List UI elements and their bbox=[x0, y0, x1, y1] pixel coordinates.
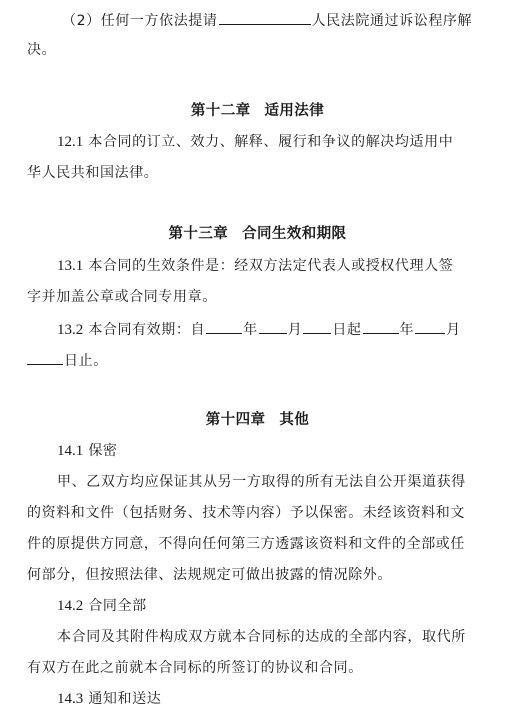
chapter-12-title: 适用法律 bbox=[264, 103, 325, 119]
court-name-blank bbox=[219, 9, 311, 25]
clause-14-1-line-4: 何部分，但按照法律、法规规定可做出披露的情况除外。 bbox=[27, 567, 392, 583]
clause-13-1-number: 13.1 bbox=[57, 258, 84, 274]
end-year-label: 年 bbox=[399, 322, 415, 338]
clause-14-3-title: 通知和送达 bbox=[88, 691, 162, 707]
clause-14-1-title: 保密 bbox=[88, 443, 118, 459]
clause-13-2-prefix: 本合同有效期：自 bbox=[88, 322, 206, 338]
chapter-14-title: 其他 bbox=[279, 412, 310, 428]
clause-12-1-line-1 bbox=[57, 132, 453, 152]
end-month-label: 月 bbox=[446, 322, 461, 338]
clause-14-2-line-1: 本合同及其附件构成双方就本合同标的达成的全部内容，取代所 bbox=[57, 629, 466, 645]
clause-14-1-line-3: 件的原提供方同意，不得向任何第三方透露该资料和文件的全部或任 bbox=[27, 536, 465, 552]
clause-12-1-text-1: 本合同的订立、效力、解释、履行和争议的解决均适用中 bbox=[88, 134, 454, 150]
chapter-13-number: 第十三章 bbox=[168, 226, 229, 242]
clause-13-2-line-1 bbox=[57, 318, 461, 340]
chapter-13-heading bbox=[0, 224, 515, 244]
start-day-blank bbox=[303, 318, 331, 334]
clause-12-2-line-1 bbox=[62, 9, 472, 31]
clause-12-1-number: 12.1 bbox=[57, 134, 84, 150]
chapter-12-number: 第十二章 bbox=[190, 103, 251, 119]
clause-13-1-line-1 bbox=[57, 256, 453, 276]
end-day-blank bbox=[27, 349, 63, 365]
chapter-13-title: 合同生效和期限 bbox=[242, 226, 347, 242]
chapter-14-number: 第十四章 bbox=[205, 412, 266, 428]
clause-12-2-prefix: （2）任何一方依法提请 bbox=[62, 13, 218, 29]
chapter-12-heading bbox=[0, 101, 515, 121]
end-year-blank bbox=[363, 318, 399, 334]
end-day-label: 日止。 bbox=[64, 353, 108, 369]
clause-14-1-line-1: 甲、乙双方均应保证其从另一方取得的所有无法自公开渠道获得 bbox=[57, 474, 466, 490]
clause-14-1-number: 14.1 bbox=[57, 443, 84, 459]
clause-12-1-line-2: 华人民共和国法律。 bbox=[27, 165, 159, 181]
clause-12-2-suffix: 人民法院通过诉讼程序解 bbox=[311, 13, 473, 29]
start-year-blank bbox=[206, 318, 242, 334]
start-day-label: 日起 bbox=[332, 322, 362, 338]
start-year-label: 年 bbox=[243, 322, 258, 338]
clause-14-1-line-2: 的资料和文件（包括财务、技术等内容）予以保密。未经该资料和文 bbox=[27, 505, 465, 521]
clause-14-2-title: 合同全部 bbox=[88, 598, 147, 614]
chapter-14-heading bbox=[0, 410, 515, 430]
start-month-label: 月 bbox=[287, 322, 303, 338]
clause-13-1-line-2: 字并加盖公章或合同专用章。 bbox=[27, 289, 217, 305]
clause-14-3-number: 14.3 bbox=[57, 691, 84, 707]
clause-13-2-number: 13.2 bbox=[57, 322, 84, 338]
end-month-blank bbox=[415, 318, 445, 334]
clause-14-2-line-2: 有双方在此之前就本合同标的所签订的协议和合同。 bbox=[27, 660, 363, 676]
start-month-blank bbox=[259, 318, 287, 334]
clause-12-2-line-2: 决。 bbox=[27, 42, 57, 58]
clause-13-2-line-2 bbox=[27, 349, 108, 371]
clause-14-2-number: 14.2 bbox=[57, 598, 84, 614]
clause-14-2-heading bbox=[57, 596, 147, 616]
clause-13-1-text-1: 本合同的生效条件是：经双方法定代表人或授权代理人签 bbox=[88, 258, 454, 274]
clause-14-3-heading bbox=[57, 689, 161, 709]
clause-14-1-heading bbox=[57, 441, 118, 461]
